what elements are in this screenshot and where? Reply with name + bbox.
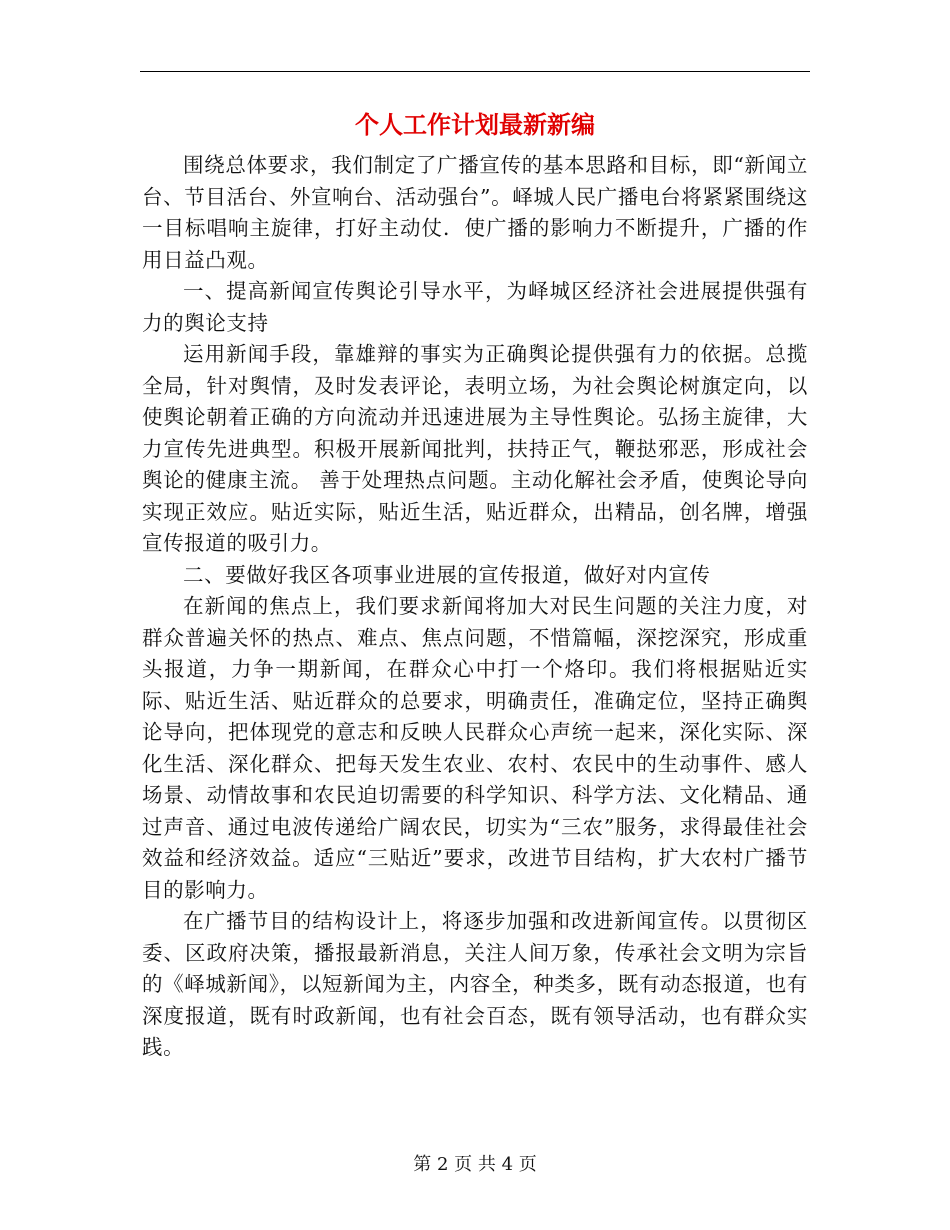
body-paragraph: 在广播节目的结构设计上，将逐步加强和改进新闻宣传。以贯彻区委、区政府决策，播报最新消息，关注人间万象，传承社会文明为宗旨的《峄城新闻》，以短新闻为主，内容全，种类多，既有动态报道，也有深度报道，既有时政新闻，也有社会百态，既有领导活动，也有群众实践。 xyxy=(142,909,808,1059)
body-paragraph: 运用新闻手段，靠雄辩的事实为正确舆论提供强有力的依据。总揽全局，针对舆情，及时发表评论，表明立场，为社会舆论树旗定向，以使舆论朝着正确的方向流动并迅速进展为主导性舆论。弘扬主旋律，大力宣传先进典型。积极开展新闻批判，扶持正气，鞭挞邪恶，形成社会舆论的健康主流。 善于处理热点问题。主动化解社会矛盾，使舆论导向实现正效应。贴近实际，贴近生活，贴近群众，出精品，创名牌，增强宣传报道的吸引力。 xyxy=(142,342,808,555)
page-number-footer: 第 2 页 共 4 页 xyxy=(413,1154,537,1175)
section-heading-2: 二、要做好我区各项事业进展的宣传报道，做好对内宣传 xyxy=(183,562,711,587)
document-body xyxy=(142,150,808,1064)
section-heading-1: 一、提高新闻宣传舆论引导水平，为峄城区经济社会进展提供强有力的舆论支持 xyxy=(142,279,808,335)
intro-paragraph: 围绕总体要求，我们制定了广播宣传的基本思路和目标，即“新闻立台、节目活台、外宣响台、活动强台”。峄城人民广播电台将紧紧围绕这一目标唱响主旋律，打好主动仗．使广播的影响力不断提升，广播的作用日益凸观。 xyxy=(142,153,808,272)
body-paragraph: 在新闻的焦点上，我们要求新闻将加大对民生问题的关注力度，对群众普遍关怀的热点、难点、焦点问题，不惜篇幅，深挖深究，形成重头报道，力争一期新闻，在群众心中打一个烙印。我们将根据贴近实际、贴近生活、贴近群众的总要求，明确责任，准确定位，坚持正确舆论导向，把体现党的意志和反映人民群众心声统一起来，深化实际、深化生活、深化群众、把每天发生农业、农村、农民中的生动事件、感人场景、动情故事和农民迫切需要的科学知识、科学方法、文化精品、通过声音、通过电波传递给广阔农民，切实为“三农”服务，求得最佳社会效益和经济效益。适应“三贴近”要求，改进节目结构，扩大农村广播节目的影响力。 xyxy=(142,594,808,902)
document-title: 个人工作计划最新新编 xyxy=(355,111,595,139)
header-rule xyxy=(140,71,810,72)
